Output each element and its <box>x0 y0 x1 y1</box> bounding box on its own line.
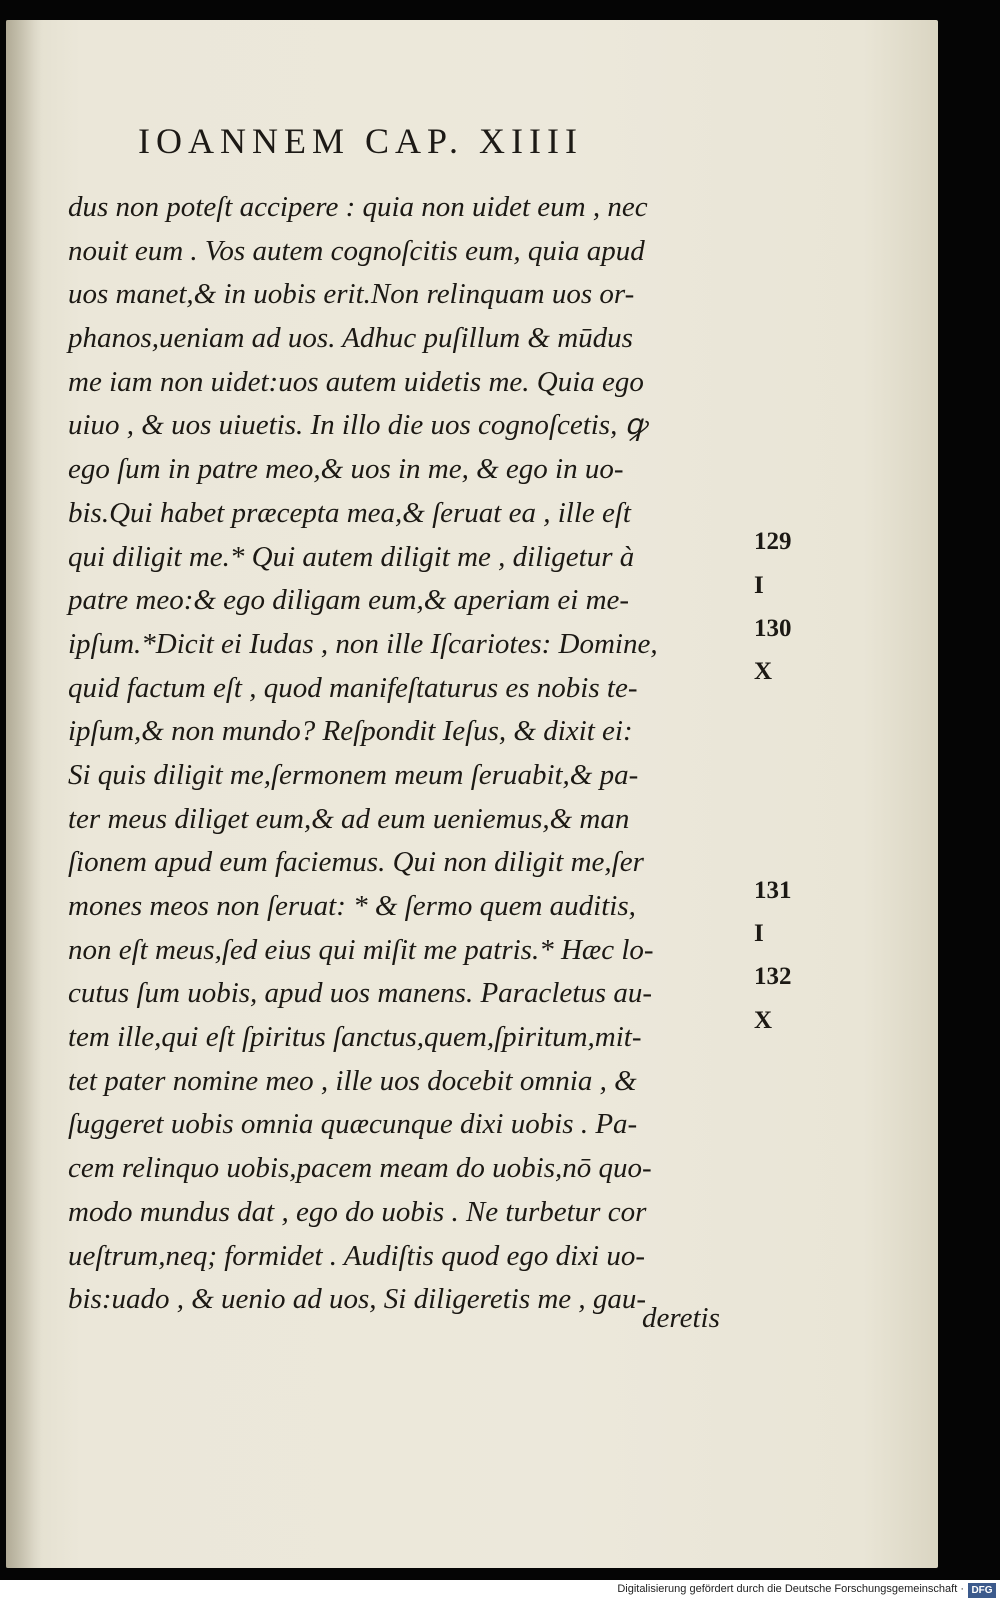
text-line: cem relinquo uobis,pacem meam do uobis,nō quo- <box>68 1152 652 1185</box>
text-line: ipſum.*Dicit ei Iudas , non ille Iſcariotes: Domine, <box>68 627 658 660</box>
marginal-verse-number: 129 <box>754 528 792 555</box>
footer-bar <box>0 1580 1000 1604</box>
marginal-section-letter: X <box>754 658 773 685</box>
text-line: patre meo:& ego diligam eum,& aperiam ei me- <box>68 584 630 617</box>
marginal-section-letter: I <box>754 920 764 947</box>
running-head: IOANNEM CAP. XIIII <box>138 121 583 161</box>
marginal-section-letter: X <box>754 1007 773 1034</box>
text-line: ueſtrum,neq; formidet . Audiſtis quod ego dixi uo- <box>68 1239 645 1272</box>
text-line: dus non poteſt accipere : quia non uidet eum , nec <box>68 191 648 223</box>
catchword: deretis <box>642 1302 720 1334</box>
text-line: tet pater nomine meo , ille uos docebit omnia , & <box>68 1064 637 1097</box>
gutter-shadow <box>6 20 42 1568</box>
text-line: bis:uado , & uenio ad uos, Si diligeretis me , gau- <box>68 1283 647 1316</box>
text-line: qui diligit me.* Qui autem diligit me , diligetur à <box>68 540 635 573</box>
text-line: ipſum,& non mundo? Reſpondit Ieſus, & dixit ei: <box>68 715 633 748</box>
marginal-verse-number: 131 <box>754 877 792 904</box>
marginal-verse-number: 130 <box>754 615 792 642</box>
text-line: ter meus diliget eum,& ad eum ueniemus,& man <box>68 802 630 835</box>
funding-notice: Digitalisierung gefördert durch die Deutsche Forschungsgemeinschaft · <box>617 1583 964 1595</box>
book-page <box>6 20 938 1568</box>
text-line: ſuggeret uobis omnia quæcunque dixi uobis . Pa- <box>68 1108 638 1141</box>
dfg-logo-icon: DFG <box>968 1583 996 1598</box>
text-line: bis.Qui habet præcepta mea,& ſeruat ea , ille eſt <box>68 496 631 529</box>
text-line: me iam non uidet:uos autem uidetis me. Quia ego <box>68 365 644 398</box>
text-line: quid factum eſt , quod manifeſtaturus es nobis te- <box>68 671 638 704</box>
text-line: Si quis diligit me,ſermonem meum ſeruabit,& pa- <box>68 758 639 791</box>
text-block <box>68 186 758 1322</box>
marginal-verse-number: 132 <box>754 963 792 990</box>
text-line: uos manet,& in uobis erit.Non relinquam uos or- <box>68 278 635 311</box>
text-line: uiuo , & uos uiuetis. In illo die uos cognoſcetis, ꝙ <box>68 409 647 442</box>
text-line: phanos,ueniam ad uos. Adhuc puſillum & mūdus <box>68 322 633 355</box>
text-line: modo mundus dat , ego do uobis . Ne turbetur cor <box>68 1195 647 1228</box>
text-line: non eſt meus,ſed eius qui miſit me patris.* Hæc lo- <box>68 933 654 966</box>
text-line: ſionem apud eum faciemus. Qui non diligit me,ſer <box>68 846 644 879</box>
text-line: tem ille,qui eſt ſpiritus ſanctus,quem,ſpiritum,mit- <box>68 1021 642 1054</box>
text-line: mones meos non ſeruat: * & ſermo quem auditis, <box>68 890 636 922</box>
text-line: ego ſum in patre meo,& uos in me, & ego in uo- <box>68 453 624 486</box>
text-line: cutus ſum uobis, apud uos manens. Paracletus au- <box>68 977 652 1010</box>
marginal-section-letter: I <box>754 572 764 599</box>
text-line: nouit eum . Vos autem cognoſcitis eum, quia apud <box>68 234 645 267</box>
